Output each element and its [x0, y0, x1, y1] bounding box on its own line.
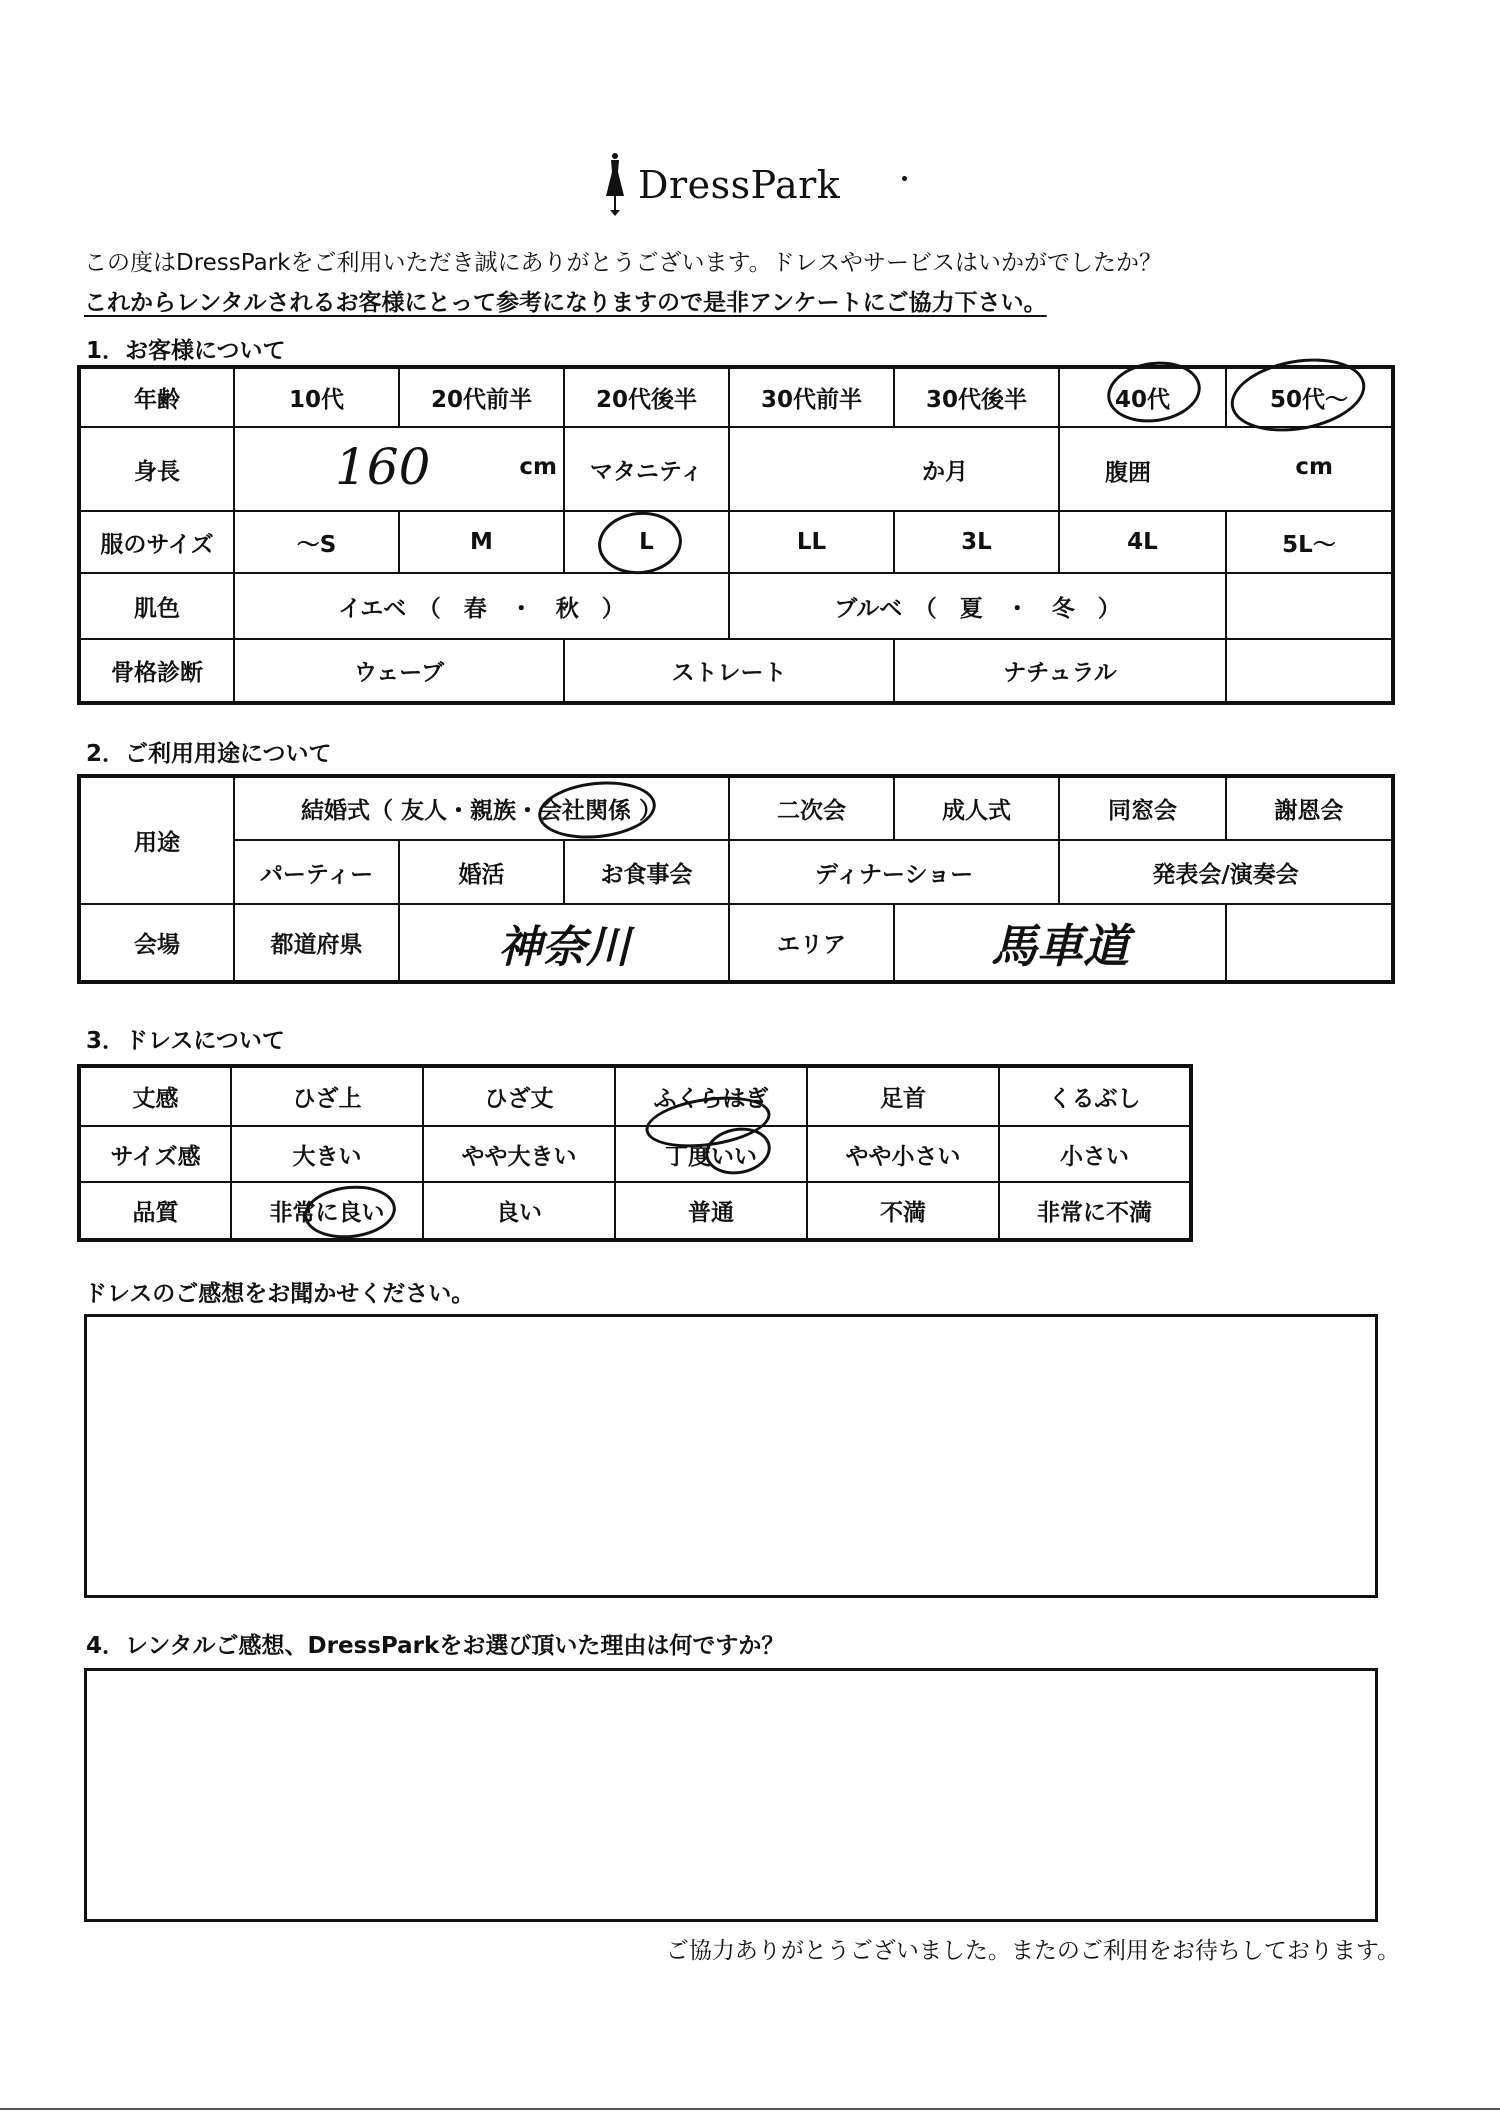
height-row: [79, 427, 1393, 511]
size-row: [79, 511, 1393, 573]
purpose-label: 用途: [79, 776, 234, 904]
frame-row-blank: [1226, 639, 1393, 703]
length-option[interactable]: ひざ上: [231, 1066, 423, 1126]
purpose-option[interactable]: パーティー: [234, 840, 399, 904]
purpose-wedding[interactable]: 結婚式（ 友人・親族・会社関係 ）: [234, 776, 729, 840]
height-value: 160: [335, 438, 431, 496]
customer-table: [77, 365, 1395, 705]
age-option[interactable]: 20代後半: [564, 367, 729, 427]
frame-label: 骨格診断: [79, 639, 234, 703]
skin-row-blank: [1226, 573, 1393, 639]
length-option-selected[interactable]: ふくらはぎ: [615, 1066, 807, 1126]
closing-message: ご協力ありがとうございました。またのご利用をお待ちしております。: [665, 1938, 1400, 1964]
skin-row: [79, 573, 1393, 639]
length-label: 丈感: [79, 1066, 231, 1126]
fit-option[interactable]: 大きい: [231, 1126, 423, 1182]
purpose-option[interactable]: ディナーショー: [729, 840, 1059, 904]
age-option-selected[interactable]: 40代: [1059, 367, 1226, 427]
prefecture-label: 都道府県: [234, 904, 399, 982]
length-option[interactable]: くるぶし: [999, 1066, 1191, 1126]
fit-option[interactable]: やや大きい: [423, 1126, 615, 1182]
venue-row: [79, 904, 1393, 982]
fit-option[interactable]: 小さい: [999, 1126, 1191, 1182]
purpose-option[interactable]: 発表会/演奏会: [1059, 840, 1393, 904]
size-option-selected[interactable]: L: [564, 511, 729, 573]
age-option[interactable]: 30代後半: [894, 367, 1059, 427]
age-label: 年齢: [79, 367, 234, 427]
section-1-title: 1．お客様について: [86, 338, 286, 364]
size-label: 服のサイズ: [79, 511, 234, 573]
frame-option[interactable]: ナチュラル: [894, 639, 1226, 703]
venue-label: 会場: [79, 904, 234, 982]
purpose-option[interactable]: 二次会: [729, 776, 894, 840]
skin-option-yellow[interactable]: イエベ （ 春 ・ 秋 ）: [234, 573, 729, 639]
age-option-selected[interactable]: 50代～: [1226, 367, 1393, 427]
size-option[interactable]: 4L: [1059, 511, 1226, 573]
area-value[interactable]: 馬車道: [894, 904, 1226, 982]
purpose-row-2: [79, 840, 1393, 904]
size-option[interactable]: ～S: [234, 511, 399, 573]
purpose-option[interactable]: 婚活: [399, 840, 564, 904]
quality-row: [79, 1182, 1191, 1240]
dress-impression-box[interactable]: [84, 1314, 1378, 1598]
height-unit: cm: [519, 454, 557, 480]
dress-table: [77, 1064, 1193, 1242]
waist-unit: cm: [1295, 454, 1333, 480]
quality-option-selected[interactable]: 非常に良い: [231, 1182, 423, 1240]
frame-option[interactable]: ウェーブ: [234, 639, 564, 703]
maternity-label: マタニティ: [564, 427, 729, 511]
dress-impression-prompt: ドレスのご感想をお聞かせください。: [84, 1281, 475, 1307]
fit-option-selected[interactable]: 丁度いい: [615, 1126, 807, 1182]
rental-reason-box[interactable]: [84, 1668, 1378, 1922]
bottom-rule: [0, 2108, 1500, 2110]
prefecture-value[interactable]: 神奈川: [399, 904, 729, 982]
skin-label: 肌色: [79, 573, 234, 639]
logo-brand-text: DressPark: [638, 163, 841, 207]
section-4-title: 4．レンタルご感想、DressParkをお選び頂いた理由は何ですか？: [86, 1633, 785, 1659]
quality-option[interactable]: 不満: [807, 1182, 999, 1240]
maternity-field[interactable]: [729, 427, 1059, 511]
frame-row: [79, 639, 1393, 703]
height-label: 身長: [79, 427, 234, 511]
fit-label: サイズ感: [79, 1126, 231, 1182]
size-option[interactable]: 3L: [894, 511, 1059, 573]
waist-label: 腹囲: [1105, 460, 1151, 486]
area-label: エリア: [729, 904, 894, 982]
purpose-table: [77, 774, 1395, 984]
section-2-title: 2．ご利用用途について: [86, 741, 332, 767]
size-option[interactable]: 5L～: [1226, 511, 1393, 573]
quality-option[interactable]: 非常に不満: [999, 1182, 1191, 1240]
purpose-option[interactable]: お食事会: [564, 840, 729, 904]
logo-dot: [902, 176, 907, 181]
purpose-row-1: [79, 776, 1393, 840]
length-option[interactable]: 足首: [807, 1066, 999, 1126]
maternity-unit: か月: [922, 458, 968, 485]
dress-icon: [600, 152, 630, 218]
dresspark-logo: [600, 150, 840, 220]
quality-label: 品質: [79, 1182, 231, 1240]
purpose-option[interactable]: 成人式: [894, 776, 1059, 840]
age-option[interactable]: 10代: [234, 367, 399, 427]
height-field[interactable]: [234, 427, 564, 511]
waist-field[interactable]: [1059, 427, 1393, 511]
quality-option[interactable]: 普通: [615, 1182, 807, 1240]
intro-line-2: これからレンタルされるお客様にとって参考になりますので是非アンケートにご協力下さい。: [84, 290, 1047, 316]
length-option[interactable]: ひざ丈: [423, 1066, 615, 1126]
size-option[interactable]: LL: [729, 511, 894, 573]
venue-row-blank: [1226, 904, 1393, 982]
purpose-option[interactable]: 同窓会: [1059, 776, 1226, 840]
fit-row: [79, 1126, 1191, 1182]
frame-option[interactable]: ストレート: [564, 639, 894, 703]
quality-option[interactable]: 良い: [423, 1182, 615, 1240]
skin-option-blue[interactable]: ブルベ （ 夏 ・ 冬 ）: [729, 573, 1226, 639]
fit-option[interactable]: やや小さい: [807, 1126, 999, 1182]
purpose-option[interactable]: 謝恩会: [1226, 776, 1393, 840]
age-row: [79, 367, 1393, 427]
size-option[interactable]: M: [399, 511, 564, 573]
length-row: [79, 1066, 1191, 1126]
age-option[interactable]: 30代前半: [729, 367, 894, 427]
intro-line-1: この度はDressParkをご利用いただき誠にありがとうございます。ドレスやサービスはいかがでしたか？: [84, 250, 1162, 276]
section-3-title: 3．ドレスについて: [86, 1028, 285, 1054]
age-option[interactable]: 20代前半: [399, 367, 564, 427]
